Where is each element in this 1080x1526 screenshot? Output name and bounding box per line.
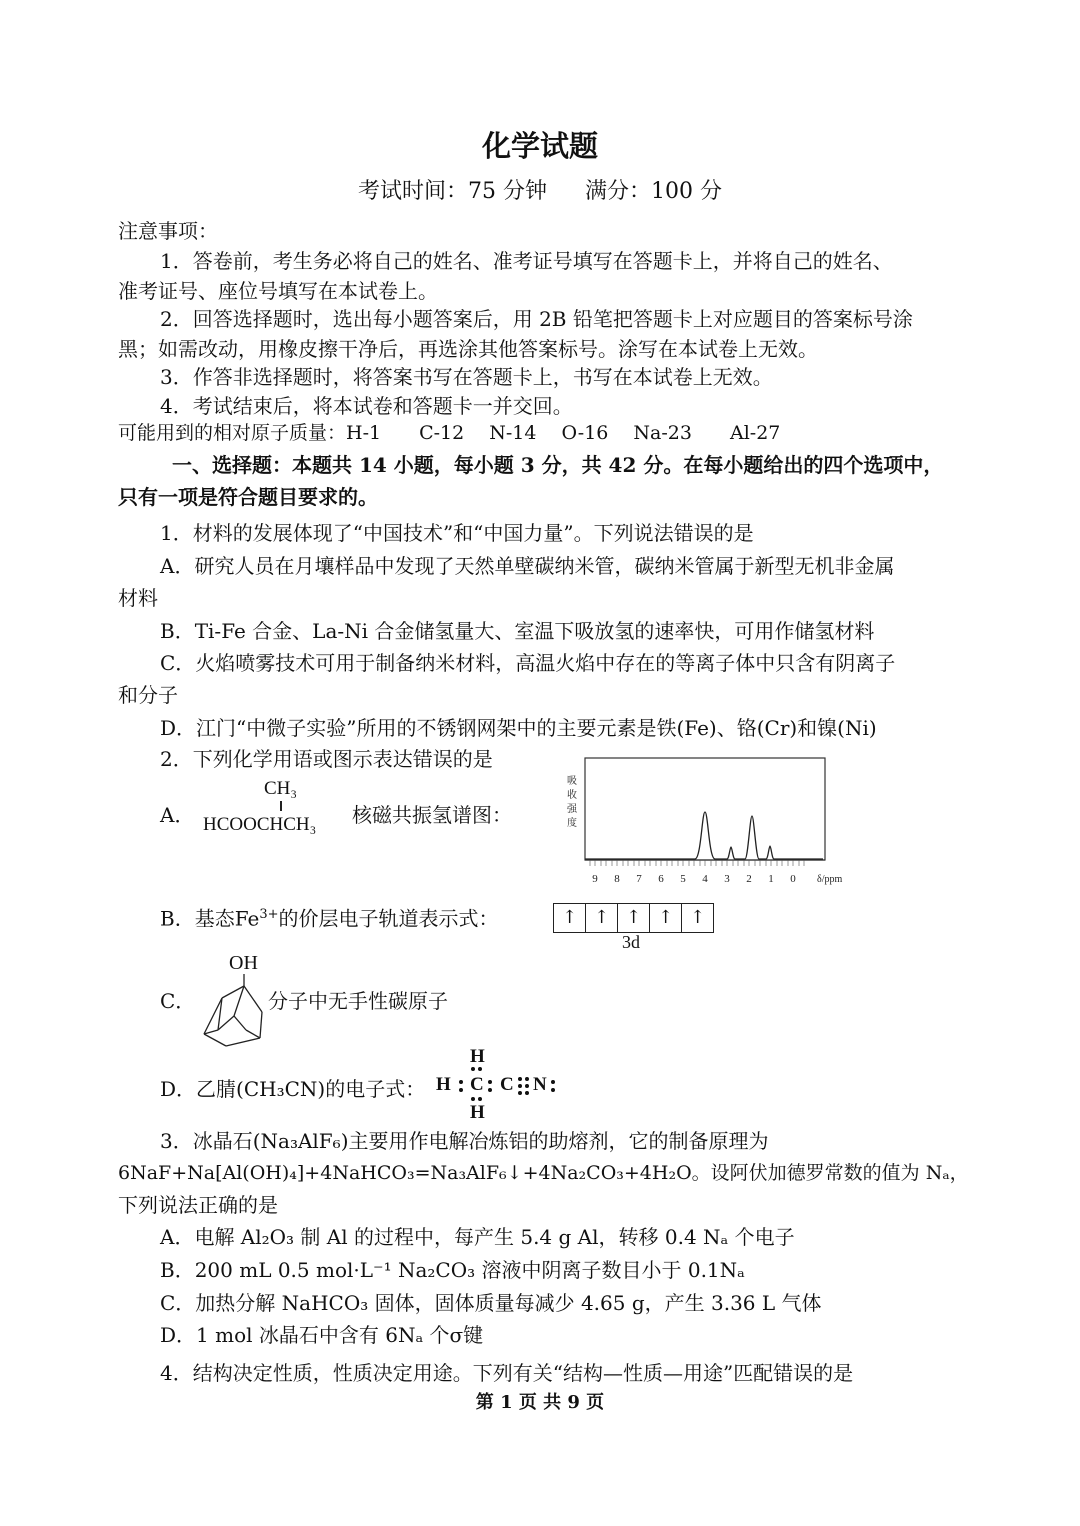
q2-c-text: 分子中无手性碳原子 — [268, 989, 448, 1013]
nmr-tick-label: 3 — [724, 873, 730, 885]
nmr-tick-label: 8 — [614, 873, 620, 885]
q2-b-charge: 3+ — [259, 907, 279, 922]
electron-dot — [459, 1080, 463, 1084]
nmr-ylabel — [567, 775, 578, 829]
note-4: 4．考试结束后，将本试卷和答题卡一并交回。 — [160, 394, 573, 418]
electron-dot — [518, 1084, 522, 1088]
q2-stem: 2．下列化学用语或图示表达错误的是 — [160, 747, 493, 771]
q3-stem: 3．冰晶石(Na₃AlF₆)主要用作电解冶炼铝的助熔剂，它的制备原理为 — [160, 1129, 769, 1153]
electron-dot — [525, 1084, 529, 1088]
electron-dot — [488, 1080, 492, 1084]
electron-dot — [478, 1067, 482, 1071]
note-3: 3．作答非选择题时，将答案书写在答题卡上，书写在本试卷上无效。 — [160, 365, 773, 389]
q2-option-c-label: C． — [160, 989, 196, 1013]
q2-b-suffix: 的价层电子轨道表示式： — [278, 906, 499, 931]
orbital-label: 3d — [622, 932, 640, 952]
nmr-spectrum — [555, 756, 845, 891]
nmr-tick-label: 7 — [636, 873, 642, 885]
exam-info — [0, 174, 1080, 205]
page-footer: 第 1 页 共 9 页 — [475, 1392, 605, 1413]
q2-b-prefix: B．基态Fe — [160, 906, 260, 931]
nmr-tick-label: 9 — [592, 873, 598, 885]
nmr-tick-label: 1 — [768, 873, 774, 885]
electron-dot — [525, 1077, 529, 1081]
page-title: 化学试题 — [481, 129, 598, 163]
q3-stem-end: 下列说法正确的是 — [118, 1193, 278, 1217]
nmr-trace — [585, 812, 823, 859]
q3-option-b: B．200 mL 0.5 mol·L⁻¹ Na₂CO₃ 溶液中阴离子数目小于 0.1Nₐ — [160, 1258, 745, 1282]
q1-option-c: C．火焰喷雾技术可用于制备纳米材料，高温火焰中存在的等离子体中只含有阴离子 — [160, 651, 896, 675]
q2-option-d: D．乙腈(CH₃CN)的电子式： — [160, 1077, 426, 1101]
q1-option-a-cont: 材料 — [118, 586, 158, 610]
q3-option-c: C．加热分解 NaHCO₃ 固体，固体质量每减少 4.65 g，产生 3.36 L 气体 — [160, 1291, 822, 1315]
nmr-spectrum-svg — [555, 756, 845, 891]
orbital-diagram — [553, 903, 714, 933]
q2-a-formula: HCOOCHCH₃ — [203, 814, 317, 835]
q1-option-d: D．江门“中微子实验”所用的不锈钢网架中的主要元素是铁(Fe)、铬(Cr)和镍(Ni) — [160, 716, 877, 740]
atomic-masses: 可能用到的相对原子质量：H-1 C-12 N-14 O-16 Na-23 Al-27 — [118, 422, 781, 444]
electron-c1: C — [470, 1074, 484, 1095]
q2-a-text: 核磁共振氢谱图： — [352, 803, 512, 827]
q2-a-methyl: CH₃ — [264, 778, 298, 799]
adamantanol-structure — [196, 972, 266, 1052]
note-1-cont: 准考证号、座位号填写在本试卷上。 — [118, 279, 438, 303]
orbital-box: ↑ — [554, 904, 586, 932]
acetonitrile-electron-formula — [430, 1046, 570, 1126]
electron-h-bottom: H — [470, 1102, 485, 1123]
q2-option-b — [160, 900, 499, 934]
adamantanol-bonds — [204, 974, 262, 1046]
electron-dot — [551, 1088, 555, 1092]
nmr-minor-ticks — [590, 860, 804, 866]
electron-c2: C — [500, 1074, 514, 1095]
section-heading: 一、选择题：本题共 14 小题，每小题 3 分，共 42 分。在每小题给出的四个选项中， — [172, 453, 944, 477]
q3-equation: 6NaF+Na[Al(OH)₄]+4NaHCO₃=Na₃AlF₆↓+4Na₂CO₃+4H₂O。设阿伏加德罗常数的值为 Nₐ， — [118, 1162, 969, 1184]
electron-dot — [551, 1080, 555, 1084]
orbital-box: ↑ — [650, 904, 682, 932]
nmr-tick-label: 0 — [790, 873, 796, 885]
exam-score: 满分：100 分 — [585, 179, 722, 204]
q4-stem: 4．结构决定性质，性质决定用途。下列有关“结构—性质—用途”匹配错误的是 — [160, 1361, 854, 1385]
electron-n: N — [533, 1074, 547, 1095]
electron-dot — [518, 1091, 522, 1095]
electron-h-top: H — [470, 1046, 485, 1067]
electron-dot — [525, 1091, 529, 1095]
note-2: 2．回答选择题时，选出每小题答案后，用 2B 铅笔把答题卡上对应题目的答案标号涂 — [160, 307, 913, 331]
notes-heading: 注意事项： — [118, 219, 218, 243]
nmr-ylabel-char: 收 — [567, 790, 577, 801]
q1-option-c-cont: 和分子 — [118, 683, 178, 707]
q1-stem: 1．材料的发展体现了“中国技术”和“中国力量”。下列说法错误的是 — [160, 521, 754, 545]
adamantanol-oh: OH — [229, 952, 258, 974]
note-2-cont: 黑；如需改动，用橡皮擦干净后，再选涂其他答案标号。涂写在本试卷上无效。 — [118, 337, 818, 361]
q2-option-a-label: A． — [160, 803, 195, 827]
nmr-frame — [585, 758, 825, 860]
exam-time: 考试时间：75 分钟 — [358, 179, 547, 204]
nmr-tick-label: 2 — [746, 873, 752, 885]
electron-dot — [518, 1077, 522, 1081]
q3-option-d: D．1 mol 冰晶石中含有 6Nₐ 个σ键 — [160, 1323, 484, 1347]
q1-option-a: A．研究人员在月壤样品中发现了天然单壁碳纳米管，碳纳米管属于新型无机非金属 — [160, 554, 895, 578]
orbital-box: ↑ — [618, 904, 650, 932]
nmr-unit: δ/ppm — [817, 874, 843, 885]
q1-option-b: B．Ti-Fe 合金、La-Ni 合金储氢量大、室温下吸放氢的速率快，可用作储氢材料 — [160, 619, 875, 643]
q3-option-a: A．电解 Al₂O₃ 制 Al 的过程中，每产生 5.4 g Al，转移 0.4 Nₐ 个电子 — [160, 1225, 795, 1249]
nmr-ylabel-char: 度 — [567, 818, 577, 829]
orbital-box: ↑ — [586, 904, 618, 932]
nmr-ylabel-char: 强 — [567, 804, 577, 815]
nmr-ylabel-char: 吸 — [567, 776, 577, 787]
electron-dot — [471, 1097, 475, 1101]
section-heading-cont: 只有一项是符合题目要求的。 — [118, 485, 378, 509]
nmr-tick-labels — [592, 873, 796, 885]
note-1: 1．答卷前，考生务必将自己的姓名、准考证号填写在答题卡上，并将自己的姓名、 — [160, 249, 893, 273]
orbital-box: ↑ — [689, 907, 706, 928]
nmr-tick-label: 4 — [702, 873, 708, 885]
nmr-tick-label: 6 — [658, 873, 664, 885]
electron-dot — [478, 1097, 482, 1101]
electron-dot — [488, 1088, 492, 1092]
electron-dot — [471, 1067, 475, 1071]
electron-h-left: H — [436, 1074, 451, 1095]
electron-dot — [459, 1088, 463, 1092]
nmr-tick-label: 5 — [680, 873, 686, 885]
